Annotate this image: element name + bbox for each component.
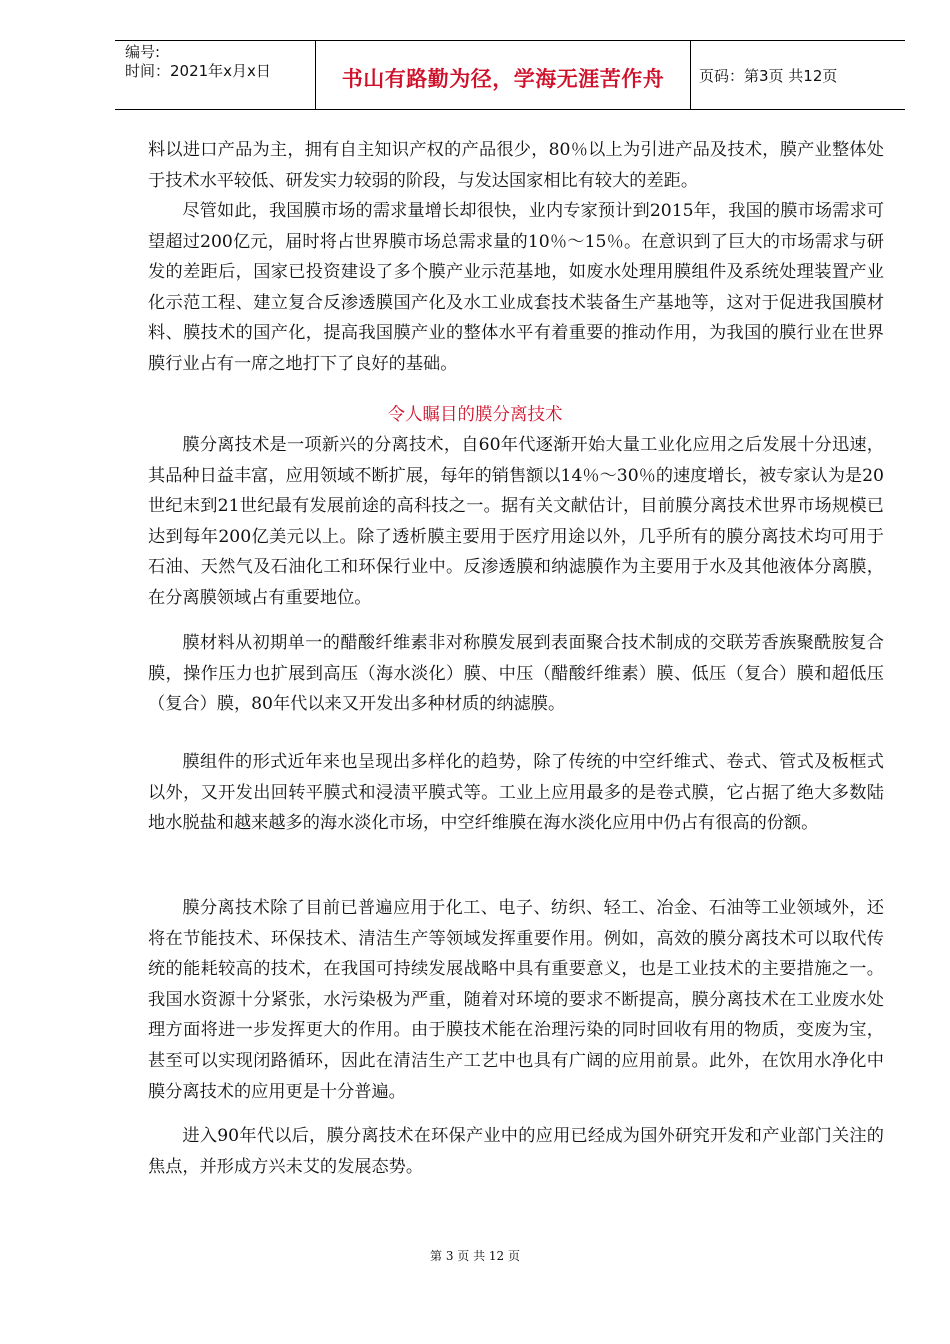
paragraph-6: 膜分离技术除了目前已普遍应用于化工、电子、纺织、轻工、冶金、石油等工业领域外，还将在节能技术、环保技术、清洁生产等领域发挥重要作用。例如，高效的膜分离技术可以取代传统的能耗较高的技术，在我国可持续发展战略中具有重要意义，也是工业技术的主要措施之一。我国水资源十分紧张，水污染极为严重，随着对环境的要求不断提高，膜分离技术在工业废水处理方面将进一步发挥更大的作用。由于膜技术能在治理污染的同时回收有用的物质，变废为宝，甚至可以实现闭路循环，因此在清洁生产工艺中也具有广阔的应用前景。此外，在饮用水净化中膜分离技术的应用更是十分普遍。: [148, 898, 884, 1102]
page-footer: 第 3 页 共 12 页: [430, 1249, 520, 1263]
header-info-cell: [115, 41, 316, 109]
paragraph-4: 膜材料从初期单一的醋酸纤维素非对称膜发展到表面聚合技术制成的交联芳香族聚酰胺复合膜，操作压力也扩展到高压（海水淡化）膜、中压（醋酸纤维素）膜、低压（复合）膜和超低压（复合）膜，80年代以来又开发出多种材质的纳滤膜。: [148, 633, 884, 715]
paragraph-7: 进入90年代以后，膜分离技术在环保产业中的应用已经成为国外研究开发和产业部门关注的焦点，并形成方兴未艾的发展态势。: [148, 1126, 884, 1177]
paragraph-5: 膜组件的形式近年来也呈现出多样化的趋势，除了传统的中空纤维式、卷式、管式及板框式以外，又开发出回转平膜式和浸渍平膜式等。工业上应用最多的是卷式膜，它占据了绝大多数陆地水脱盐和越来越多的海水淡化市场，中空纤维膜在海水淡化应用中仍占有很高的份额。: [148, 752, 884, 834]
paragraph-1: 料以进口产品为主，拥有自主知识产权的产品很少，80％以上为引进产品及技术，膜产业整体处于技术水平较低、研发实力较弱的阶段，与发达国家相比有较大的差距。: [148, 140, 884, 191]
time-label: 时间：2021年x月x日: [125, 62, 271, 80]
header-page-info: 页码：第3页 共12页: [699, 67, 838, 85]
paragraph-2: 尽管如此，我国膜市场的需求量增长却很快，业内专家预计到2015年，我国的膜市场需求可望超过200亿元，届时将占世界膜市场总需求量的10％～15％。在意识到了巨大的市场需求与研发的差距后，国家已投资建设了多个膜产业示范基地，如废水处理用膜组件及系统处理装置产业化示范工程、建立复合反渗透膜国产化及水工业成套技术装备生产基地等，这对于促进我国膜材料、膜技术的国产化，提高我国膜产业的整体水平有着重要的推动作用，为我国的膜行业在世界膜行业占有一席之地打下了良好的基础。: [148, 201, 884, 374]
document-header: [115, 40, 905, 110]
header-page-cell: [691, 41, 905, 109]
section-title: 令人瞩目的膜分离技术: [387, 405, 563, 425]
number-label: 编号:: [125, 43, 161, 61]
header-motto: 书山有路勤为径，学海无涯苦作舟: [341, 67, 665, 91]
header-motto-cell: [316, 41, 691, 109]
paragraph-3: 膜分离技术是一项新兴的分离技术，自60年代逐渐开始大量工业化应用之后发展十分迅速，其品种日益丰富，应用领域不断扩展，每年的销售额以14％～30％的速度增长，被专家认为是20世纪末到21世纪最有发展前途的高科技之一。据有关文献估计，目前膜分离技术世界市场规模已达到每年200亿美元以上。除了透析膜主要用于医疗用途以外，几乎所有的膜分离技术均可用于石油、天然气及石油化工和环保行业中。反渗透膜和纳滤膜作为主要用于水及其他液体分离膜，在分离膜领域占有重要地位。: [148, 435, 884, 608]
